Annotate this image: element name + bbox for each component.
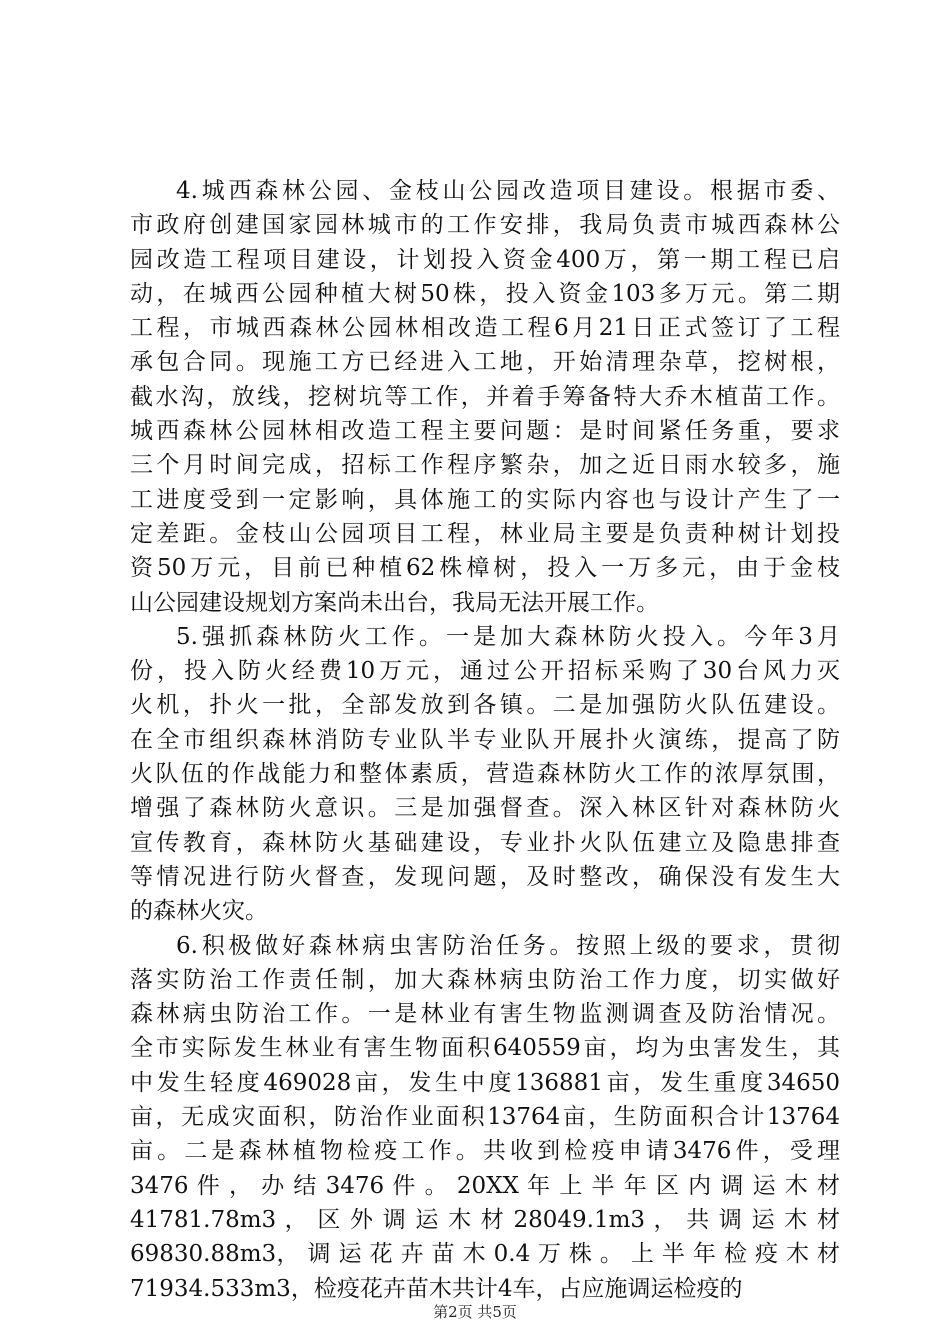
text-line: 增强了森林防火意识。三是加强督查。深入林区针对森林防火: [130, 795, 840, 822]
text-line: 落实防治工作责任制，加大森林病虫防治工作力度，切实做好: [130, 966, 840, 993]
text-line: 山公园建设规划方案尚未出台，我局无法开展工作。: [130, 589, 659, 616]
text-line: 市政府创建国家园林城市的工作安排，我局负责市城西森林公: [130, 212, 840, 239]
text-line: 动，在城西公园种植大树50株，投入资金103多万元。第二期: [130, 280, 840, 307]
text-line: 的森林火灾。: [130, 898, 268, 925]
text-line: 亩。二是森林植物检疫工作。共收到检疫申请3476件，受理: [130, 1138, 840, 1165]
paragraph-5: [130, 620, 840, 929]
text-line: 森林病虫防治工作。一是林业有害生物监测调查及防治情况。: [130, 1001, 840, 1028]
text-line: 火队伍的作战能力和整体素质，营造森林防火工作的浓厚氛围，: [130, 761, 840, 788]
page-footer: 第2页 共5页: [433, 1303, 517, 1321]
text-line: 亩，无成灾面积，防治作业面积13764亩，生防面积合计13764: [130, 1104, 840, 1131]
text-line: 火机，扑火一批，全部发放到各镇。二是加强防火队伍建设。: [130, 692, 840, 719]
text-line: 等情况进行防火督查，发现问题，及时整改，确保没有发生大: [130, 863, 840, 890]
text-line: 41781.78m3 ， 区 外 调 运 木 材 28049.1m3 ， 共 调 运 木 材: [130, 1206, 840, 1233]
text-line: 工进度受到一定影响，具体施工的实际内容也与设计产生了一: [130, 486, 840, 513]
text-line: 4.城西森林公园、金枝山公园改造项目建设。根据市委、: [176, 178, 840, 204]
text-line: 69830.88m3， 调 运 花 卉 苗 木 0.4 万 株 。 上 半 年 检 疫 木 材: [130, 1241, 840, 1268]
paragraph-4: [130, 174, 840, 620]
text-line: 截水沟，放线，挖树坑等工作，并着手筹备特大乔木植苗工作。: [130, 383, 840, 410]
text-line: 中发生轻度469028亩，发生中度136881亩，发生重度34650: [130, 1069, 840, 1096]
text-line: 3476 件 ， 办 结 3476 件 。 20XX 年 上 半 年 区 内 调 运 木 材: [130, 1172, 840, 1199]
text-line: 在全市组织森林消防专业队半专业队开展扑火演练，提高了防: [130, 726, 840, 753]
text-line: 承包合同。现施工方已经进入工地，开始清理杂草，挖树根，: [130, 349, 840, 376]
text-line: 资50万元，目前已种植62株樟树，投入一万多元，由于金枝: [130, 555, 840, 582]
text-line: 71934.533m3，检疫花卉苗木共计4车，占应施调运检疫的: [130, 1275, 743, 1302]
text-line: 城西森林公园林相改造工程主要问题：是时间紧任务重，要求: [130, 418, 840, 445]
paragraph-6: [130, 929, 840, 1306]
text-line: 宣传教育，森林防火基础建设，专业扑火队伍建立及隐患排查: [130, 829, 840, 856]
text-line: 三个月时间完成，招标工作程序繁杂，加之近日雨水较多，施: [130, 452, 840, 479]
body-text: [130, 174, 840, 1306]
text-line: 5.强抓森林防火工作。一是加大森林防火投入。今年3月: [176, 623, 840, 650]
text-line: 份，投入防火经费10万元，通过公开招标采购了30台风力灭: [130, 658, 840, 685]
text-line: 定差距。金枝山公园项目工程，林业局主要是负责种树计划投: [130, 520, 840, 547]
text-line: 6.积极做好森林病虫害防治任务。按照上级的要求，贯彻: [176, 932, 840, 959]
text-line: 园改造工程项目建设，计划投入资金400万，第一期工程已启: [130, 246, 840, 273]
text-line: 全市实际发生林业有害生物面积640559亩，均为虫害发生，其: [130, 1035, 840, 1062]
text-line: 工程，市城西森林公园林相改造工程6月21日正式签订了工程: [130, 315, 840, 342]
